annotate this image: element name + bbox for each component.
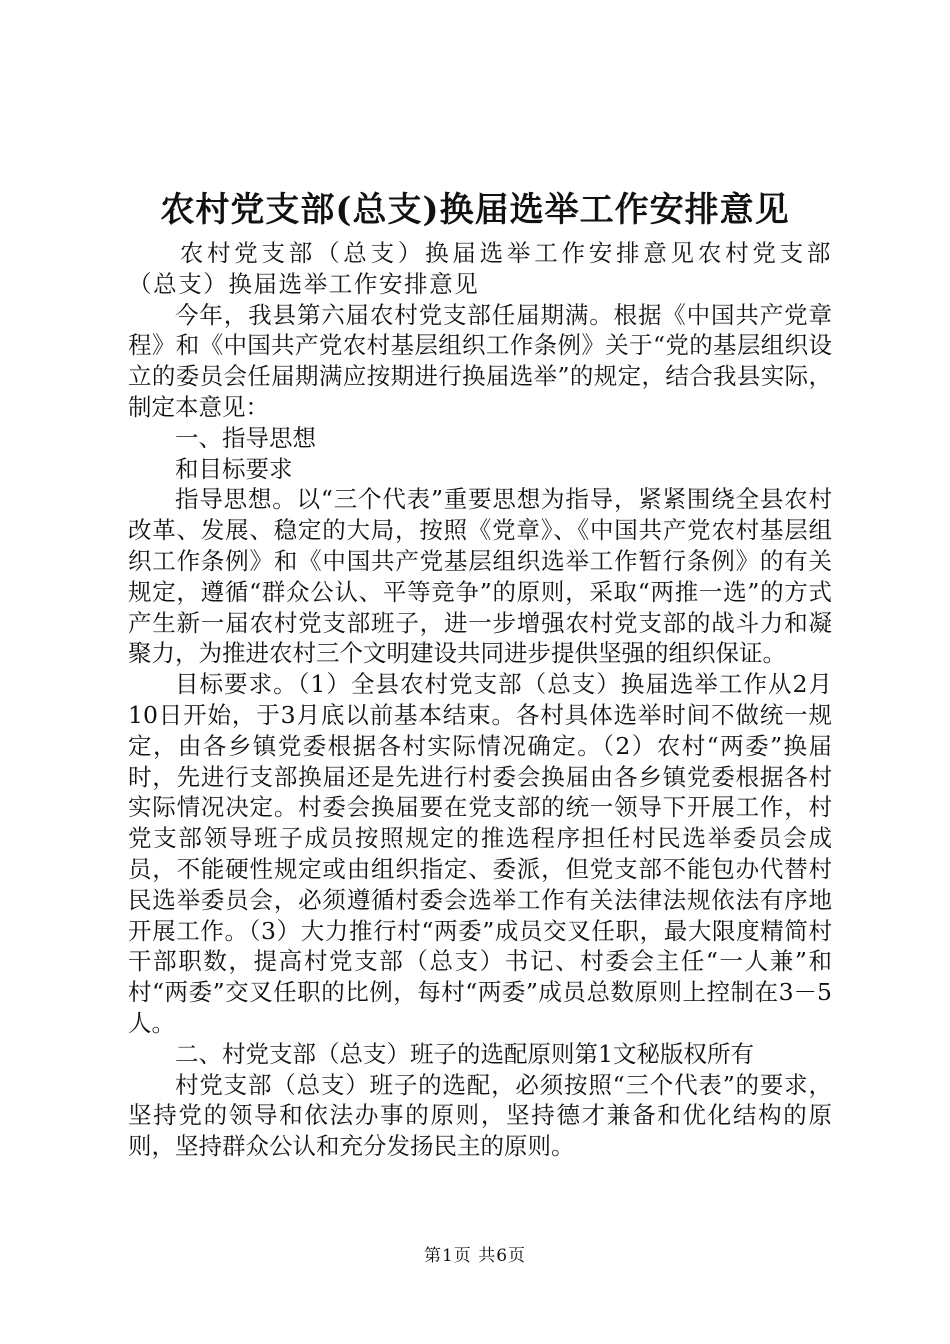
document-title: 农村党支部(总支)换届选举工作安排意见 (160, 190, 790, 230)
document-body (128, 238, 832, 1162)
paragraph-goals: 目标要求。（1）全县农村党支部（总支）换届选举工作从2月10日开始，于3月底以前基本结束。各村具体选举时间不做统一规定，由各乡镇党委根据各村实际情况确定。（2）农村“两委”换届时，先进行支部换届还是先进行村委会换届由各乡镇党委根据各村实际情况决定。村委会换届要在党支部的统一领导下开展工作，村党支部领导班子成员按照规定的推选程序担任村民选举委员会成员，不能硬性规定或由组织指定、委派，但党支部不能包办代替村民选举委员会，必须遵循村委会选举工作有关法律法规依法有序地开展工作。（3）大力推行村“两委”成员交叉任职，最大限度精简村干部职数，提高村党支部（总支）书记、村委会主任“一人兼”和村“两委”交叉任职的比例，每村“两委”成员总数原则上控制在3－5人。 (128, 670, 832, 1037)
document-subtitle: 农村党支部（总支）换届选举工作安排意见农村党支部（总支）换届选举工作安排意见 (128, 239, 832, 298)
section-heading-1: 一、指导思想 (175, 423, 316, 452)
paragraph-principles: 村党支部（总支）班子的选配，必须按照“三个代表”的要求，坚持党的领导和依法办事的原则，坚持德才兼备和优化结构的原则，坚持群众公认和充分发扬民主的原则。 (128, 1070, 832, 1161)
paragraph-intro: 今年，我县第六届农村党支部任届期满。根据《中国共产党章程》和《中国共产党农村基层组织工作条例》关于“党的基层组织设立的委员会任届期满应按期进行换届选举”的规定，结合我县实际，制定本意见： (128, 300, 832, 421)
section-heading-2: 二、村党支部（总支）班子的选配原则第1文秘版权所有 (175, 1039, 754, 1068)
paragraph-guiding-thought: 指导思想。以“三个代表”重要思想为指导，紧紧围绕全县农村改革、发展、稳定的大局，按照《党章》、《中国共产党农村基层组织工作条例》和《中国共产党基层组织选举工作暂行条例》的有关规定，遵循“群众公认、平等竞争”的原则，采取“两推一选”的方式产生新一届农村党支部班子，进一步增强农村党支部的战斗力和凝聚力，为推进农村三个文明建设共同进步提供坚强的组织保证。 (128, 485, 832, 668)
section-heading-1-cont: 和目标要求 (175, 454, 293, 483)
page-footer: 第1页 共6页 (423, 1246, 527, 1266)
